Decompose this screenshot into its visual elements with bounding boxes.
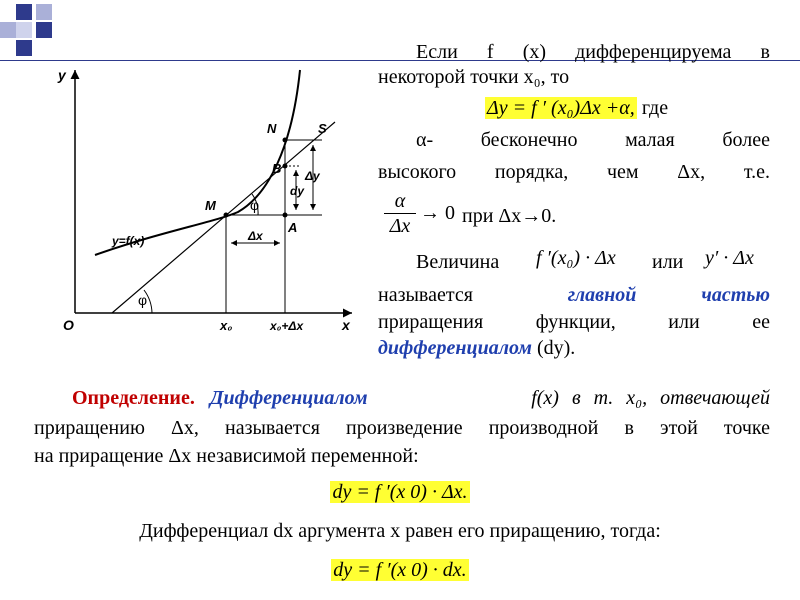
point-n-label: N xyxy=(267,121,277,136)
definition-line3: на приращение Δx независимой переменной: xyxy=(34,445,419,467)
point-b-label: B xyxy=(272,161,282,176)
origin-label: O xyxy=(63,317,74,333)
formula1: Δy = f ′ (x₀)Δx +α, xyxy=(487,97,635,119)
formula3: dy = f ′(x 0) · dx. xyxy=(333,559,467,581)
definition-term: Дифференциалом xyxy=(209,387,368,409)
formula1-tail: где xyxy=(636,97,669,119)
p3-line4-tail: (dy). xyxy=(531,337,576,359)
definition-line2: приращению Δx, называется произведение производной в этой точке xyxy=(34,417,770,439)
differential-graph xyxy=(55,62,365,337)
decor-square xyxy=(0,22,16,38)
curve xyxy=(95,70,300,255)
phi-m-label: φ xyxy=(250,197,260,213)
formula3-row xyxy=(0,558,800,582)
point-a-label: A xyxy=(288,220,298,235)
fraction-tail: при Δx→0. xyxy=(462,205,557,227)
fraction-arrow: → 0 xyxy=(420,202,455,224)
p3-expr2: y′ · Δx xyxy=(705,247,754,269)
definition-line1-rest: f(x) в т. x₀, отвечающей xyxy=(531,387,770,409)
definition-head xyxy=(34,386,368,410)
p2-line2: высокого порядка, чем Δx, т.е. xyxy=(378,161,770,183)
x0-plus-dx-label: x₀+Δx xyxy=(270,319,304,333)
point-b-dot xyxy=(283,164,288,169)
p3-word1: Величина xyxy=(416,251,500,273)
p2-line1: α- бесконечно малая более xyxy=(416,129,770,151)
line4: Дифференциал dx аргумента x равен его приращению, тогда: xyxy=(139,520,661,542)
p1-line2: некоторой точки x₀, то xyxy=(378,66,570,88)
curve-label: y=f(x) xyxy=(112,234,145,248)
point-m-dot xyxy=(224,213,229,218)
phi-origin-label: φ xyxy=(138,292,148,308)
fraction-denominator: Δx xyxy=(389,215,411,237)
differential-term: дифференциалом xyxy=(378,337,532,359)
tangent-line xyxy=(112,122,335,313)
decor-square xyxy=(36,22,52,38)
p3-expr1: f ′(x₀) · Δx xyxy=(536,247,616,269)
x0-label: x₀ xyxy=(220,318,233,333)
p1-line1: Если f (x) дифференцируема в xyxy=(416,41,770,63)
definition-line1 xyxy=(34,386,770,410)
fraction-numerator: α xyxy=(394,190,406,212)
dy-label: dy xyxy=(290,184,305,198)
point-m-label: M xyxy=(205,198,216,213)
delta-y-label: Δy xyxy=(305,169,320,183)
p3-line4 xyxy=(378,336,575,360)
main-part-term: главной частью xyxy=(567,284,770,306)
p3-or: или xyxy=(652,251,684,273)
point-a-dot xyxy=(283,213,288,218)
point-s-label: S xyxy=(318,121,327,136)
delta-x-label: Δx xyxy=(248,229,263,243)
alpha-fraction xyxy=(380,190,420,237)
decor-square xyxy=(16,22,32,38)
y-axis-label: y xyxy=(58,67,66,83)
point-n-dot xyxy=(283,138,288,143)
decor-square xyxy=(16,4,32,20)
decor-square xyxy=(36,4,52,20)
formula2-row xyxy=(0,480,800,504)
formula2: dy = f ′(x 0) · Δx. xyxy=(332,481,468,503)
p3-line2a: называется xyxy=(378,284,473,306)
p3-line3: приращения функции, или ее xyxy=(378,311,770,333)
definition-label: Определение. xyxy=(72,387,195,409)
x-axis-label: x xyxy=(342,317,350,333)
decor-square xyxy=(16,40,32,56)
p3-line2 xyxy=(378,283,770,307)
formula1-row xyxy=(485,96,668,120)
